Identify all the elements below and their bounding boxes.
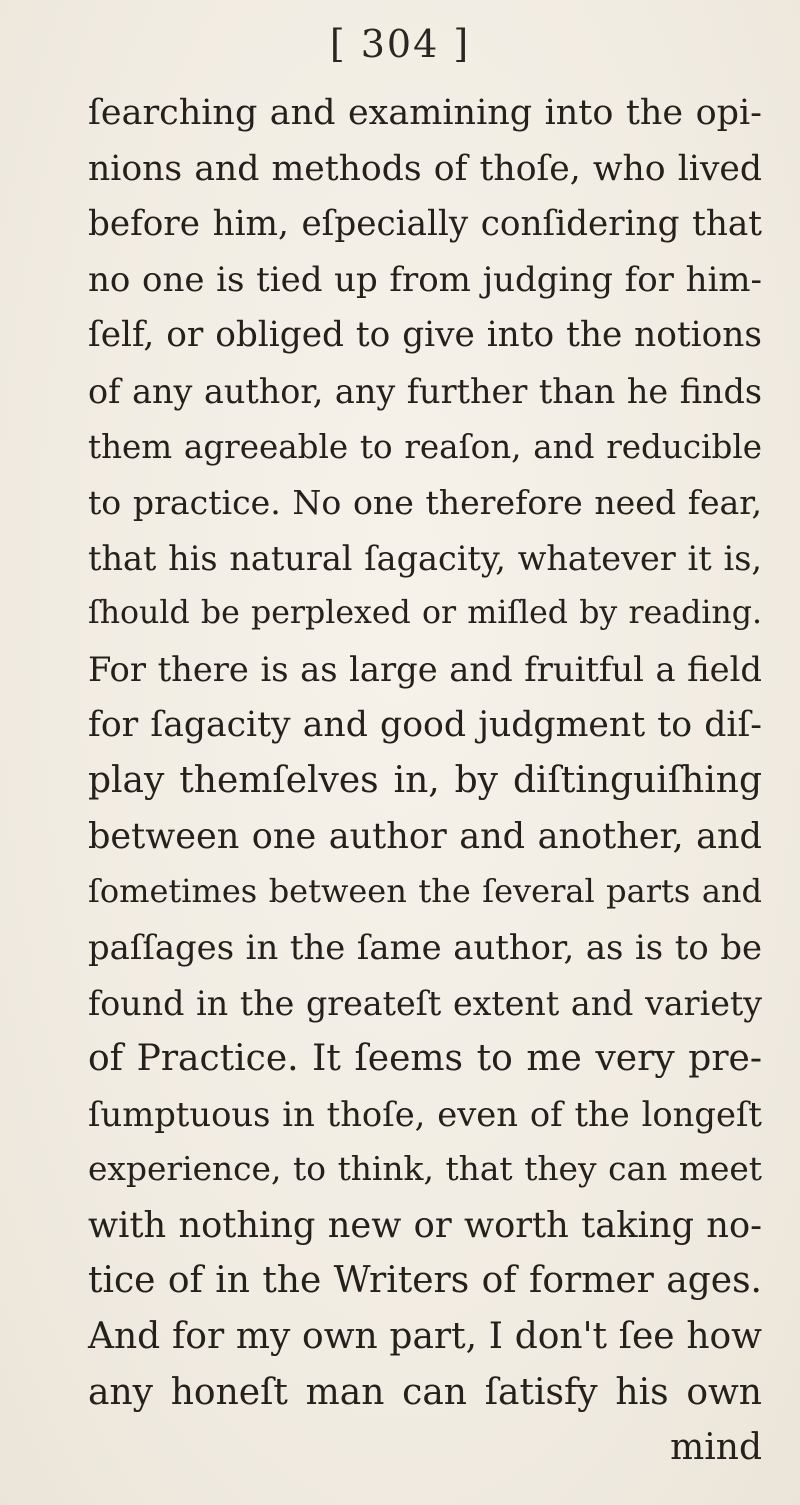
text-line: ſumptuous in thoſe, even of the longeſt <box>88 1094 762 1134</box>
text-line: experience, to think, that they can meet <box>88 1150 762 1189</box>
text-line: between one author and another, and <box>88 815 762 857</box>
text-line: tice of in the Writers of former ages. <box>88 1260 762 1302</box>
text-line: any honeſt man can ſatisfy his own <box>88 1371 762 1413</box>
catchword: mind <box>670 1427 762 1469</box>
text-line: nions and methods of thoſe, who lived <box>88 148 762 189</box>
text-line: no one is tied up from judging for him- <box>88 259 762 300</box>
text-line: found in the greateſt extent and variety <box>88 983 762 1023</box>
text-line: before him, eſpecially conſidering that <box>88 204 762 245</box>
text-line: For there is as large and fruitful a field <box>88 649 762 689</box>
text-line: ſearching and examining into the opi- <box>88 93 762 133</box>
body-text <box>88 86 762 1476</box>
text-line: play themſelves in, by diſtinguiſhing <box>88 760 762 802</box>
text-line: that his natural ſagacity, whatever it is, <box>88 538 762 578</box>
text-line: them agreeable to reaſon, and reducible <box>88 427 762 466</box>
text-line: to practice. No one therefore need fear, <box>88 483 762 523</box>
text-line: of any author, any further than he finds <box>88 371 762 411</box>
page-number: [ 304 ] <box>329 22 471 66</box>
text-line: with nothing new or worth taking no- <box>88 1204 762 1246</box>
text-line: ſhould be perplexed or miſled by reading. <box>88 595 762 632</box>
text-line: paſſages in the ſame author, as is to be <box>88 927 762 967</box>
text-line: of Practice. It ſeems to me very pre- <box>88 1038 762 1080</box>
text-line: ſometimes between the ſeveral parts and <box>88 872 762 911</box>
text-line: ſelf, or obliged to give into the notions <box>88 315 762 356</box>
text-line: And for my own part, I don't ſee how <box>88 1316 762 1358</box>
text-line: for ſagacity and good judgment to diſ- <box>88 704 762 745</box>
